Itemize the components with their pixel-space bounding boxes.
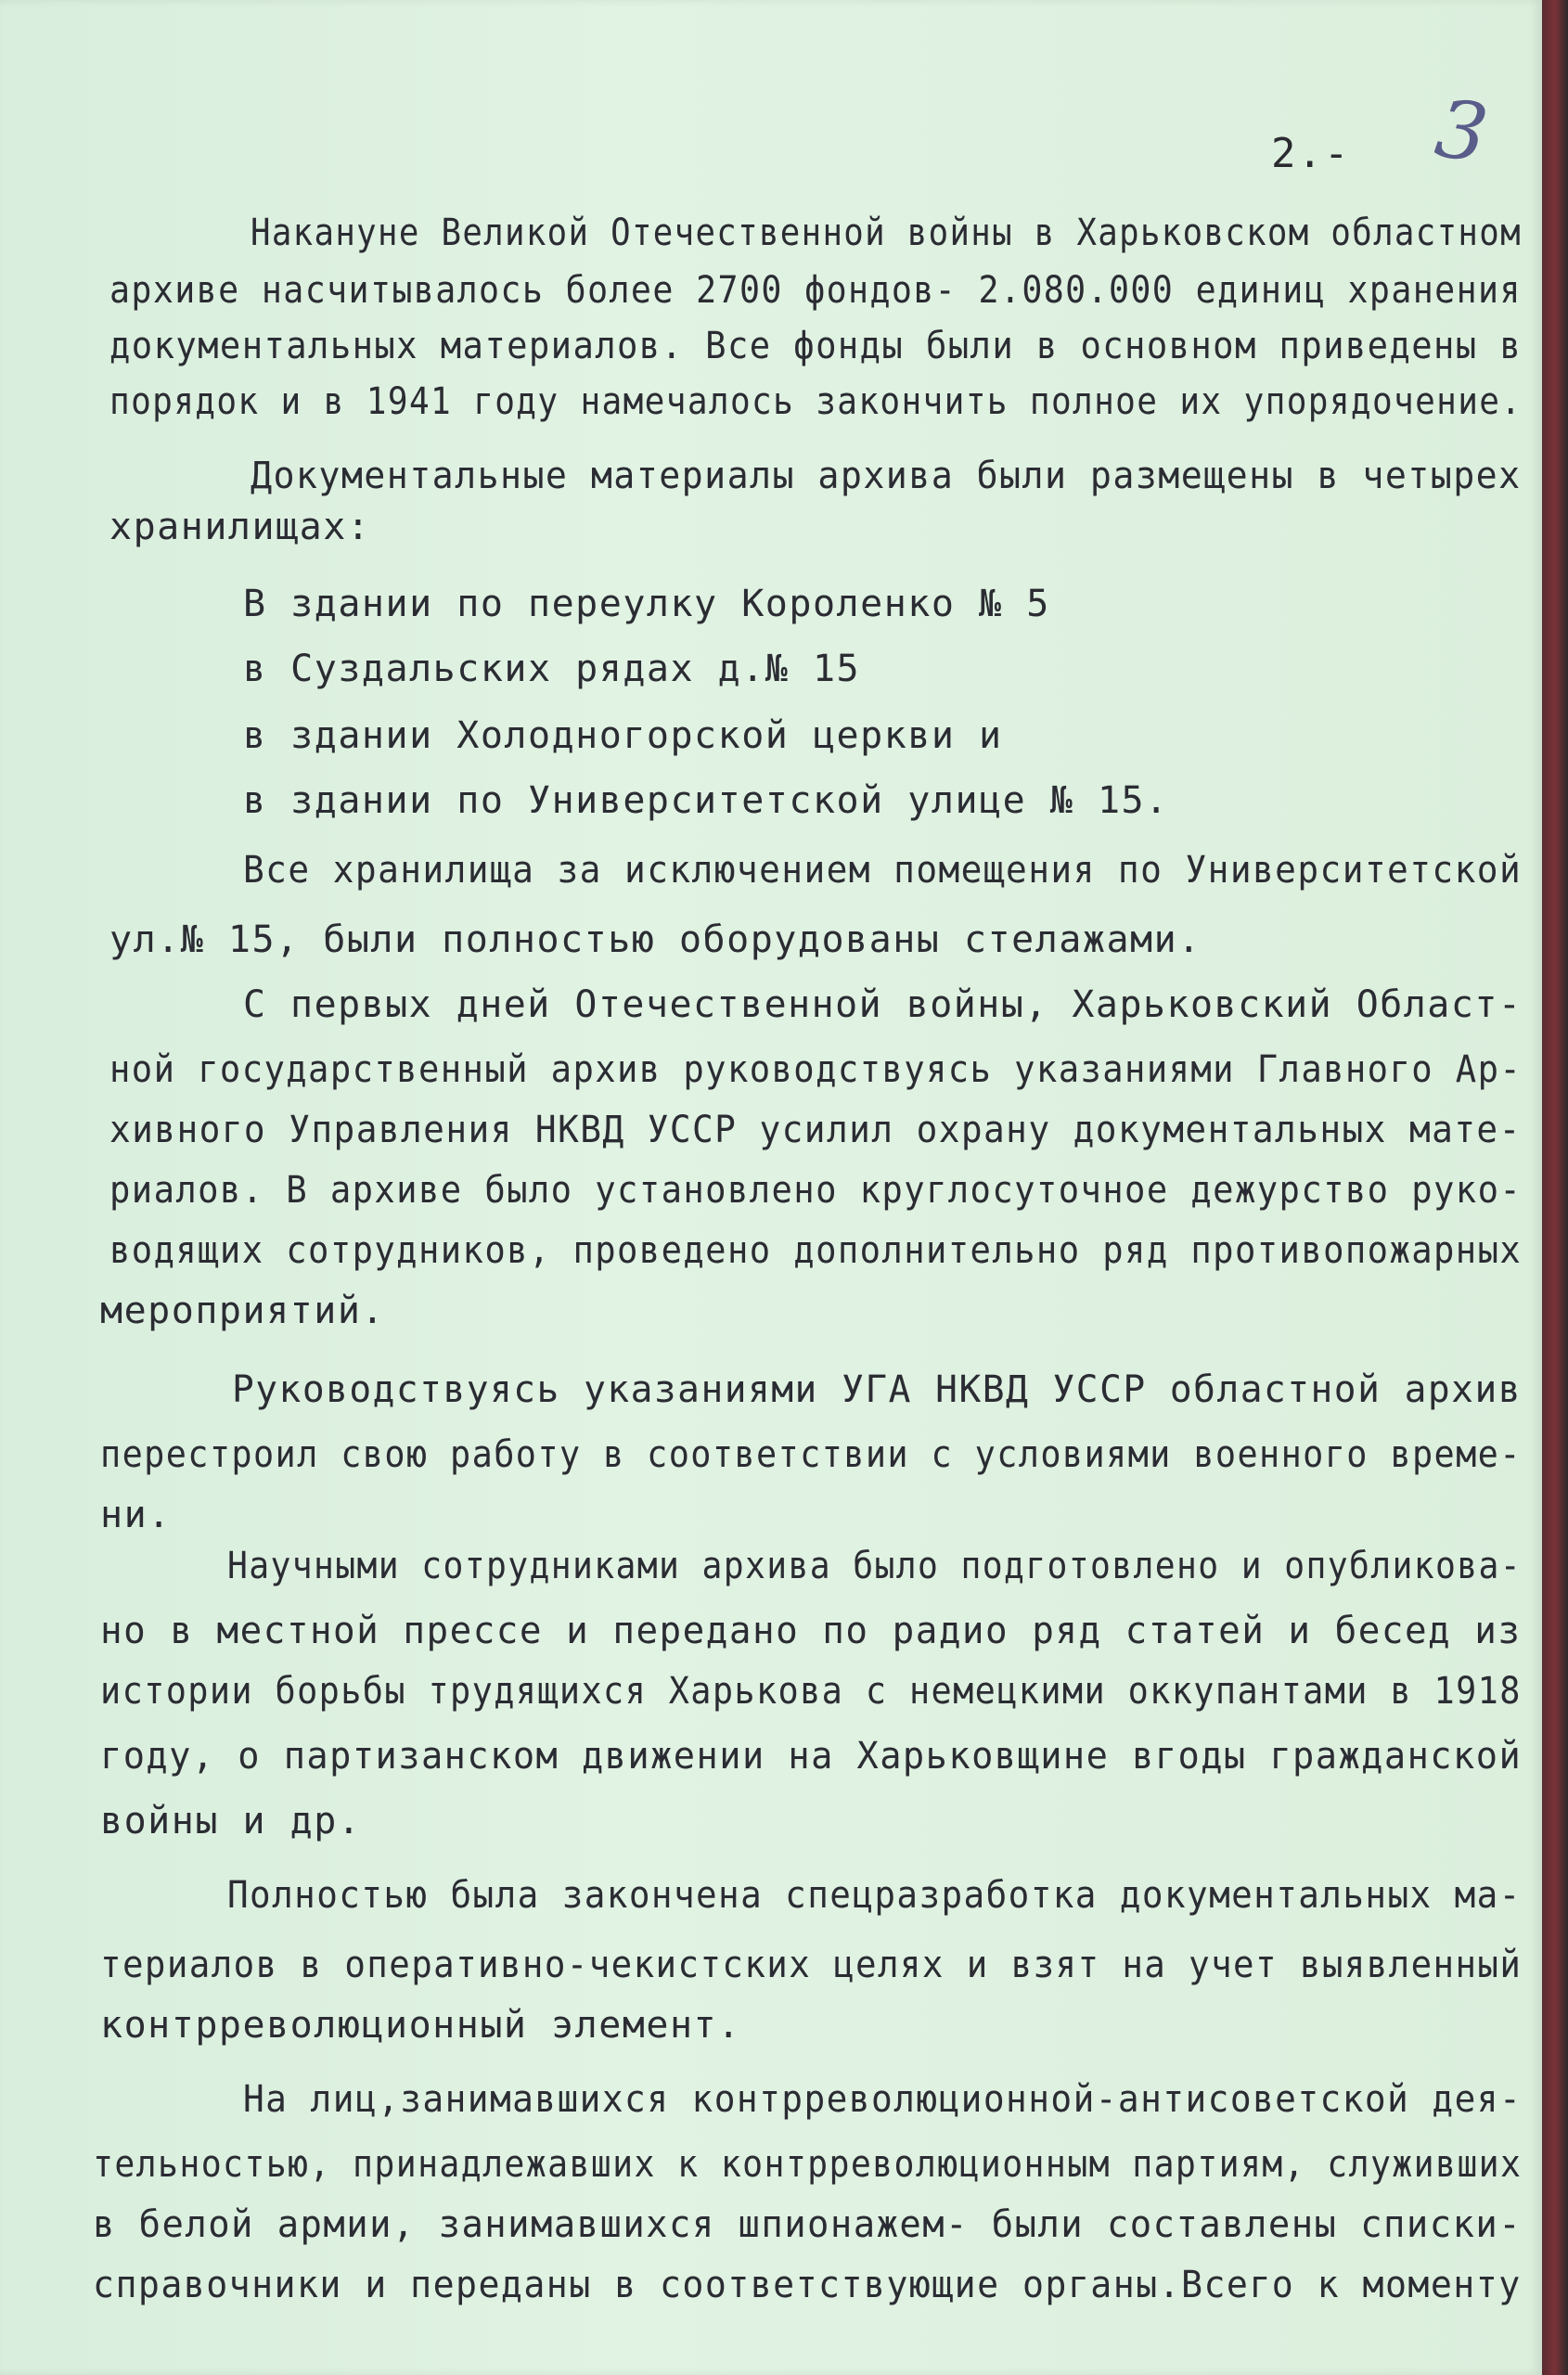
typed-page-number: 2.- [1271,130,1351,177]
text-line: В здании по переулку Короленко № 5 [243,583,1050,625]
text-line: водящих сотрудников, проведено дополнительно ряд противопожарных [109,1229,1523,1272]
text-line: риалов. В архиве было установлено круглосуточное дежурство руко- [109,1169,1523,1212]
text-line: ул.№ 15, были полностью оборудованы стелажами. [109,918,1202,961]
text-line: перестроил свою работу в соответствии с условиями военного време- [100,1433,1522,1476]
text-line: архиве насчитывалось более 2700 фондов- 2.080.000 единиц хранения [109,269,1522,312]
text-line: мероприятий. [100,1290,385,1332]
text-line: в Суздальских рядах д.№ 15 [243,648,861,690]
text-line: контрреволюционный элемент. [100,2004,741,2047]
text-line: но в местной прессе и передано по радио ряд статей и бесед из [100,1610,1522,1652]
text-line: хранилищах: [109,506,371,548]
binding-edge [1542,0,1568,2375]
text-line: Полностью была закончена спецразработка документальных ма- [227,1874,1522,1917]
text-line: ной государственный архив руководствуясь указаниями Главного Ар- [109,1048,1523,1091]
text-line: Руководствуясь указаниями УГА НКВД УССР областной архив [232,1368,1522,1411]
text-line: Накануне Великой Отечественной войны в Харьковском областном [251,212,1522,254]
text-line: С первых дней Отечественной войны, Харьковский Област- [243,983,1523,1026]
text-line: документальных материалов. Все фонды были в основном приведены в [109,325,1523,367]
text-line: порядок и в 1941 году намечалось закончить полное их упорядочение. [109,380,1523,423]
text-line: в здании Холодногорской церкви и [243,714,1003,757]
text-line: году, о партизанском движении на Харьковщине вгоды гражданской [100,1735,1523,1778]
text-line: в здании по Университетской улице № 15. [243,779,1169,822]
handwritten-page-number: 3 [1430,82,1494,182]
text-line: На лиц,занимавшихся контрреволюционной-антисоветской дея- [243,2078,1523,2121]
text-line: истории борьбы трудящихся Харькова с немецкими оккупантами в 1918 [100,1670,1522,1713]
text-line: в белой армии, занимавшихся шпионажем- были составлены списки- [93,2203,1523,2246]
text-line: териалов в оперативно-чекистских целях и взят на учет выявленный [100,1944,1523,1986]
text-line: тельностью, принадлежавших к контрреволюционным партиям, служивших [93,2143,1523,2186]
text-line: Научными сотрудниками архива было подготовлено и опубликова- [227,1545,1522,1587]
text-line: Документальные материалы архива были размещены в четырех [251,455,1522,497]
text-line: Все хранилища за исключением помещения по Университетской [243,849,1523,892]
text-line: ни. [100,1494,172,1536]
text-line: справочники и переданы в соответствующие органы.Всего к моменту [93,2264,1522,2306]
text-line: войны и др. [100,1800,362,1842]
text-line: хивного Управления НКВД УССР усилил охрану документальных мате- [109,1109,1522,1151]
